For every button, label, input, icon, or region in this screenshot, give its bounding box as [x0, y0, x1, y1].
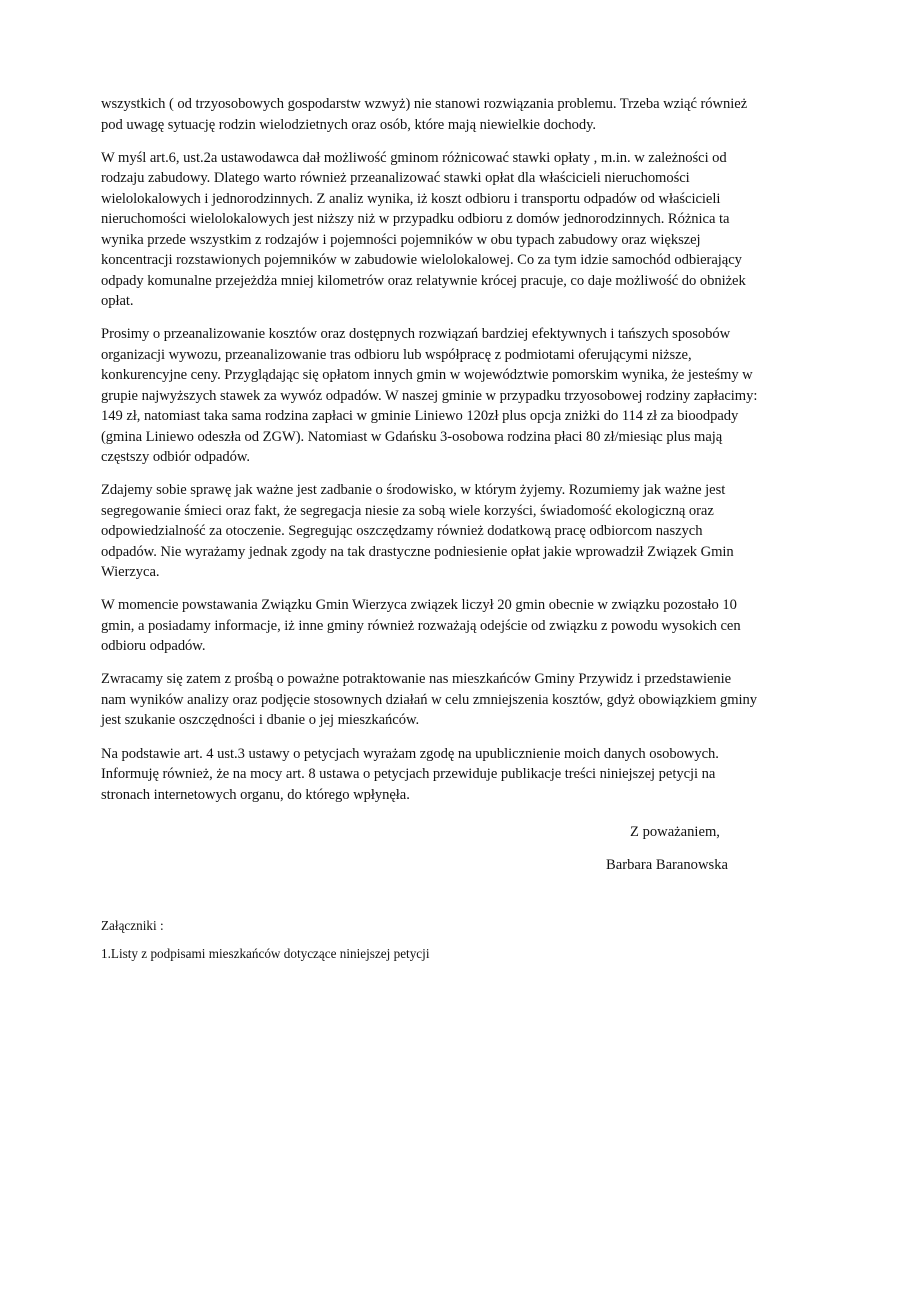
paragraph-3: Prosimy o przeanalizowanie kosztów oraz dostępnych rozwiązań bardziej efektywnych i tańszych sposobów organizacji wywozu, przeanalizowanie tras odbioru lub współpracę z podmiotami oferującymi niższe, konkurencyjne ceny. Przyglądając się opłatom innych gmin w województwie pomorskim wynika, że jesteśmy w grupie najwyższych stawek za wywóz odpadów. W naszej gminie w przypadku trzyosobowej rodziny zapłacimy: 149 zł, natomiast taka sama rodzina zapłaci w gminie Liniewo 120zł plus opcja zniżki do 114 zł za bioodpady (gmina Liniewo odeszła od ZGW). Natomiast w Gdańsku 3-osobowa rodzina płaci 80 zł/miesiąc plus mają częstszy odbiór odpadów.: [101, 326, 758, 466]
paragraph-2: W myśl art.6, ust.2a ustawodawca dał możliwość gminom różnicować stawki opłaty , m.in. w zależności od rodzaju zabudowy. Dlatego warto również przeanalizować stawki opłat dla właścicieli nieruchomości wielolokalowych i jednorodzinnych. Z analiz wynika, iż koszt odbioru i transportu odpadów od właścicieli nieruchomości wielolokalowych jest niższy niż w przypadku odbioru z domów jednorodzinnych. Różnica ta wynika przede wszystkim z rodzajów i pojemności pojemników w obu typach zabudowy oraz większej koncentracji rozstawionych pojemników w zabudowie wielolokalowej. Co za tym idzie samochód odbierający odpady komunalne przejeżdża mniej kilometrów oraz relatywnie krócej pracuje, co daje możliwość do obniżek opłat.: [101, 149, 746, 310]
letter-body: [101, 94, 821, 818]
attachments-heading: Załączniki :: [101, 918, 164, 933]
paragraph-7: Na podstawie art. 4 ust.3 ustawy o petycjach wyrażam zgodę na upublicznienie moich danych osobowych. Informuję również, że na mocy art. 8 ustawa o petycjach przewiduje publikacje treści niniejszej petycji na stronach internetowych organu, do którego wpłynęła.: [101, 745, 719, 803]
signature-name: Barbara Baranowska: [606, 857, 728, 873]
attachment-item: 1.Listy z podpisami mieszkańców dotyczące niniejszej petycji: [101, 946, 430, 961]
paragraph-1: wszystkich ( od trzyosobowych gospodarstw wzwyż) nie stanowi rozwiązania problemu. Trzeba wziąć również pod uwagę sytuację rodzin wielodzietnych oraz osób, które mają niewielkie dochody.: [101, 96, 748, 133]
paragraph-5: W momencie powstawania Związku Gmin Wierzyca związek liczył 20 gmin obecnie w związku pozostało 10 gmin, a posiadamy informacje, iż inne gminy również rozważają odejście od związku z powodu wysokich cen odbioru odpadów.: [101, 597, 741, 655]
attachments-section: [101, 917, 821, 963]
closing-line: Z poważaniem,: [630, 824, 720, 840]
paragraph-6: Zwracamy się zatem z prośbą o poważne potraktowanie nas mieszkańców Gminy Przywidz i przedstawienie nam wyników analizy oraz podjęcie stosownych działań w celu zmniejszenia kosztów, gdyż obowiązkiem gminy jest szukanie oszczędności i dbanie o jej mieszkańców.: [101, 671, 758, 729]
paragraph-4: Zdajemy sobie sprawę jak ważne jest zadbanie o środowisko, w którym żyjemy. Rozumiemy jak ważne jest segregowanie śmieci oraz fakt, że segregacja niesie za sobą wiele korzyści, świadomość ekologiczną oraz odpowiedzialność za otoczenie. Segregując oszczędzamy również dodatkową pracę odbiorcom naszych odpadów. Nie wyrażamy jednak zgody na tak drastyczne podniesienie opłat jakie wprowadził Związek Gmin Wierzyca.: [101, 482, 734, 581]
